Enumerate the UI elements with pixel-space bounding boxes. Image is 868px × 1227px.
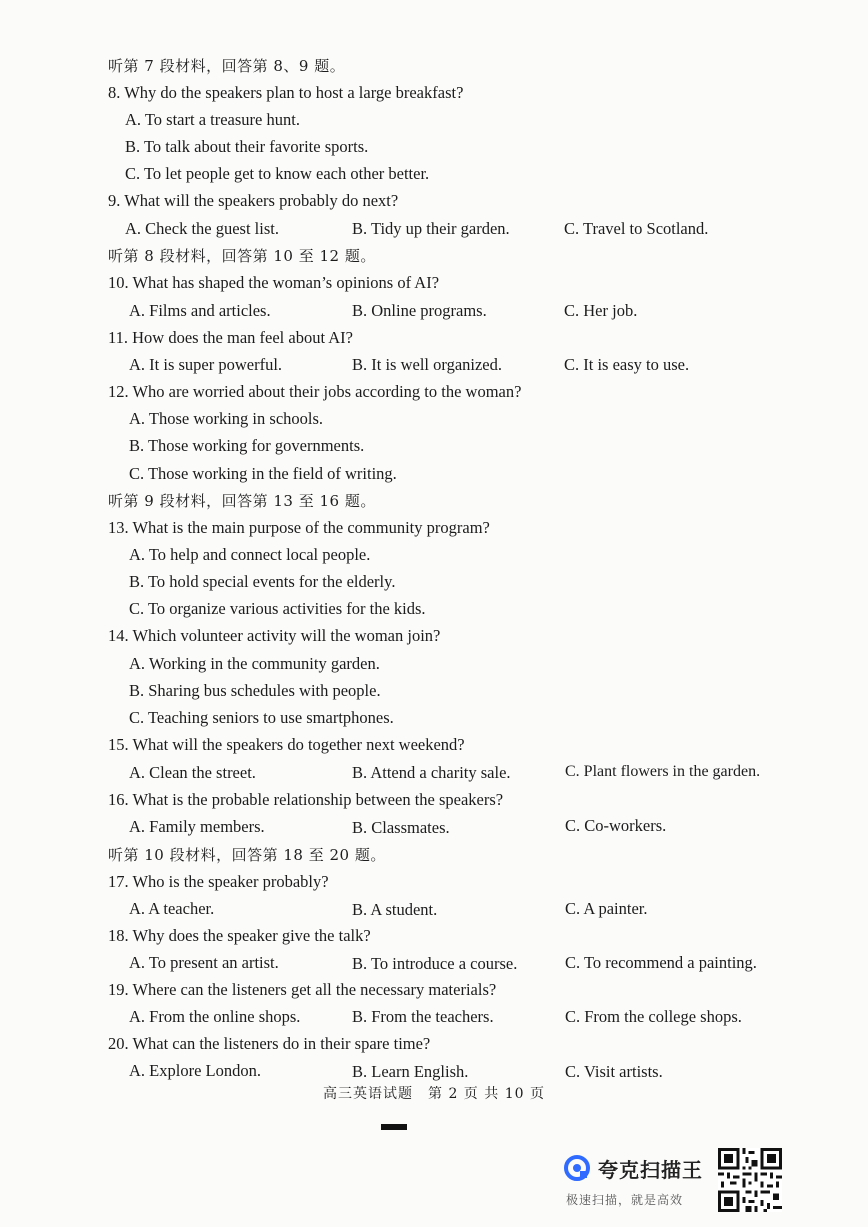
option-c: C. To let people get to know each other better. bbox=[125, 164, 430, 183]
option-c: C. From the college shops. bbox=[565, 1007, 742, 1026]
option-a: A. Check the guest list. bbox=[125, 219, 279, 238]
option-c: C. A painter. bbox=[565, 899, 648, 918]
option-b: B. Tidy up their garden. bbox=[352, 219, 510, 238]
option-c: C. Visit artists. bbox=[565, 1062, 663, 1081]
option-c: C. Her job. bbox=[564, 301, 638, 320]
option-c: C. Teaching seniors to use smartphones. bbox=[129, 708, 394, 727]
option-b: B. To talk about their favorite sports. bbox=[125, 137, 369, 156]
option-c: C. Those working in the field of writing. bbox=[129, 464, 397, 483]
option-b: B. Online programs. bbox=[352, 301, 487, 320]
option-a: A. To present an artist. bbox=[129, 953, 279, 972]
option-b: B. To introduce a course. bbox=[352, 954, 518, 973]
question-stem: 12. Who are worried about their jobs according to the woman? bbox=[108, 382, 522, 401]
question-stem: 19. Where can the listeners get all the necessary materials? bbox=[108, 980, 497, 999]
option-a: A. To help and connect local people. bbox=[129, 545, 371, 564]
option-b: B. Sharing bus schedules with people. bbox=[129, 681, 381, 700]
option-b: B. From the teachers. bbox=[352, 1007, 494, 1026]
question-stem: 13. What is the main purpose of the community program? bbox=[108, 518, 490, 537]
option-a: A. It is super powerful. bbox=[129, 355, 283, 374]
option-a: A. Those working in schools. bbox=[129, 409, 324, 428]
option-b: B. Learn English. bbox=[352, 1062, 469, 1081]
question-stem: 14. Which volunteer activity will the woman join? bbox=[108, 626, 441, 645]
option-b: B. To hold special events for the elderly. bbox=[129, 572, 396, 591]
question-stem: 11. How does the man feel about AI? bbox=[108, 328, 353, 347]
option-c: C. Travel to Scotland. bbox=[564, 219, 709, 238]
option-a: A. Clean the street. bbox=[129, 763, 256, 782]
question-stem: 16. What is the probable relationship between the speakers? bbox=[108, 790, 504, 809]
scanner-watermark bbox=[562, 1153, 712, 1213]
option-a: A. To start a treasure hunt. bbox=[125, 110, 300, 129]
section-heading: 听第 8 段材料，回答第 10 至 12 题。 bbox=[108, 247, 376, 265]
page-footer: 高三英语试题 第 2 页 共 10 页 bbox=[323, 1086, 545, 1102]
question-stem: 10. What has shaped the woman’s opinions of AI? bbox=[108, 273, 440, 292]
option-a: A. Working in the community garden. bbox=[129, 654, 380, 673]
option-a: A. A teacher. bbox=[129, 899, 215, 918]
option-b: B. It is well organized. bbox=[352, 355, 502, 374]
qr-code-icon bbox=[718, 1148, 782, 1212]
option-c: C. It is easy to use. bbox=[564, 355, 690, 374]
question-stem: 20. What can the listeners do in their spare time? bbox=[108, 1034, 431, 1053]
watermark-slogan: 极速扫描，就是高效 bbox=[566, 1193, 684, 1207]
question-stem: 17. Who is the speaker probably? bbox=[108, 872, 329, 891]
option-c: C. Plant flowers in the garden. bbox=[565, 763, 761, 780]
option-a: A. Films and articles. bbox=[129, 301, 271, 320]
option-c: C. Co-workers. bbox=[565, 816, 667, 835]
question-stem: 8. Why do the speakers plan to host a large breakfast? bbox=[108, 83, 464, 102]
option-b: B. Classmates. bbox=[352, 818, 450, 837]
option-b: B. A student. bbox=[352, 900, 438, 919]
option-a: A. Family members. bbox=[129, 817, 265, 836]
question-stem: 15. What will the speakers do together next weekend? bbox=[108, 735, 465, 754]
option-c: C. To recommend a painting. bbox=[565, 953, 757, 972]
page-divider-mark bbox=[381, 1124, 407, 1130]
option-b: B. Those working for governments. bbox=[129, 436, 365, 455]
option-c: C. To organize various activities for the kids. bbox=[129, 599, 426, 618]
question-stem: 9. What will the speakers probably do next? bbox=[108, 191, 399, 210]
quark-logo-icon bbox=[564, 1155, 590, 1181]
option-a: A. Explore London. bbox=[129, 1061, 261, 1080]
option-a: A. From the online shops. bbox=[129, 1007, 301, 1026]
option-b: B. Attend a charity sale. bbox=[352, 763, 511, 782]
watermark-brand: 夸克扫描王 bbox=[598, 1158, 703, 1182]
question-stem: 18. Why does the speaker give the talk? bbox=[108, 926, 371, 945]
section-heading: 听第 10 段材料，回答第 18 至 20 题。 bbox=[108, 846, 386, 864]
section-heading: 听第 7 段材料，回答第 8、9 题。 bbox=[108, 57, 346, 75]
section-heading: 听第 9 段材料，回答第 13 至 16 题。 bbox=[108, 492, 376, 510]
